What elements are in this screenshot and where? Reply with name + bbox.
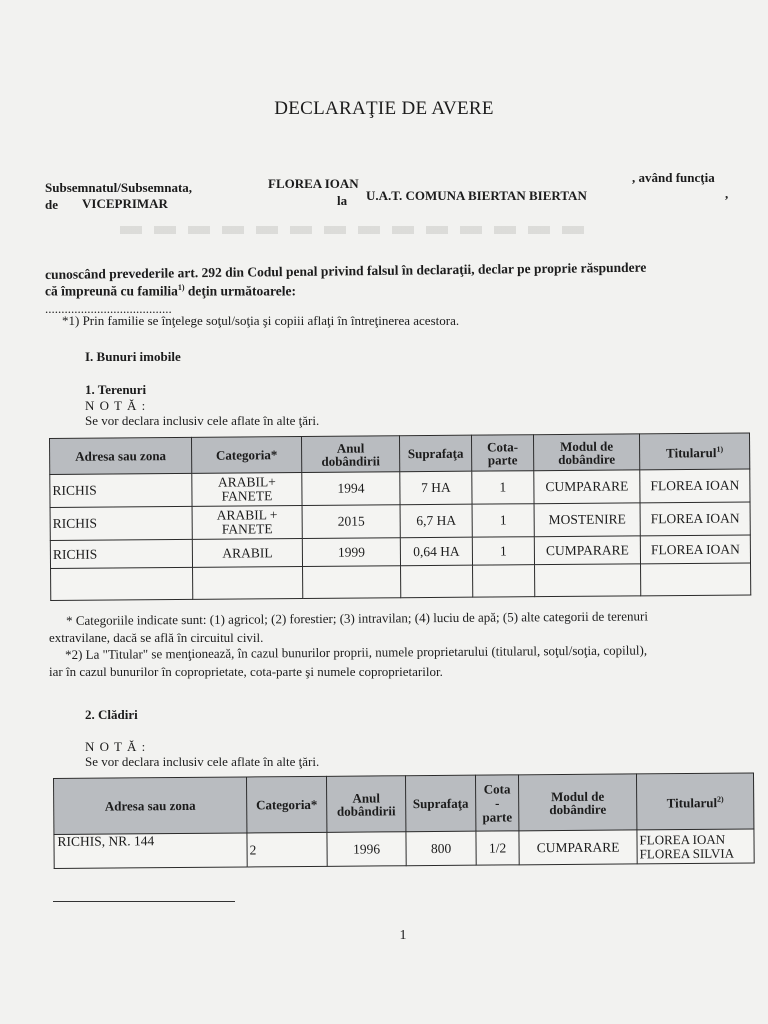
th-adresa: Adresa sau zona	[54, 777, 247, 835]
functia-label: , având funcţia	[632, 170, 715, 185]
cell-adresa: RICHIS	[50, 506, 192, 540]
th-titular-text: Titularul	[666, 795, 718, 811]
cell-anul: 1996	[327, 832, 406, 867]
cell-anul: 1994	[302, 472, 400, 506]
intro-line-1: cunoscând prevederile art. 292 din Codul penal privind falsul în declaraţii, declar pe proprie răspundere	[45, 259, 647, 282]
intro-line-2-sup: 1)	[177, 283, 185, 292]
header-comma: ,	[725, 186, 729, 201]
cell-titular	[637, 829, 754, 864]
th-anul-2: dobândirii	[336, 802, 396, 819]
th-titular	[636, 773, 753, 830]
cell-cota: 1	[472, 471, 534, 504]
dotted-line: .......................................	[45, 301, 172, 316]
cell-categoria-1: ARABIL+	[217, 474, 276, 490]
terenuri-table	[49, 432, 751, 601]
cladiri-heading: 2. Clădiri	[85, 707, 138, 722]
table-row-empty	[51, 563, 751, 600]
th-anul	[301, 436, 399, 473]
footnote-divider	[53, 901, 235, 902]
cell-suprafata: 6,7 HA	[400, 504, 472, 538]
cell-modul: CUMPARARE	[534, 470, 640, 504]
th-cota-1: Cota	[483, 780, 511, 797]
th-cota-2: parte	[487, 451, 518, 468]
terenuri-nota-label: N O T Ă :	[85, 398, 147, 413]
empty-cell	[193, 567, 303, 600]
th-titular-sup: 2)	[716, 795, 724, 805]
th-categoria: Categoria*	[246, 776, 326, 833]
th-cota-1: Cota-	[486, 438, 519, 455]
table-row	[50, 469, 750, 507]
cell-cota: 1/2	[476, 831, 519, 865]
th-cota-2: -	[494, 794, 500, 811]
th-adresa: Adresa sau zona	[50, 437, 192, 474]
th-categoria: Categoria*	[191, 437, 301, 474]
terenuri-header-row	[50, 433, 750, 474]
cell-titular-1: FLOREA IOAN	[639, 831, 726, 847]
th-modul	[518, 774, 636, 831]
empty-cell	[51, 567, 193, 600]
terenuri-nota-text: Se vor declara inclusiv cele aflate în alte ţări.	[85, 413, 320, 428]
cell-categoria-2: FANETE	[221, 521, 273, 537]
cell-categoria	[192, 539, 302, 568]
table-row	[54, 829, 754, 868]
terenuri-heading: 1. Terenuri	[85, 382, 147, 397]
th-modul-2: dobândire	[549, 801, 607, 817]
cladiri-table	[53, 772, 755, 869]
th-modul-1: Modul de	[559, 438, 614, 454]
th-titular-sup: 1)	[716, 445, 724, 455]
empty-cell	[303, 566, 401, 599]
declarant-name: FLOREA IOAN	[268, 176, 359, 191]
cell-titular: FLOREA IOAN	[640, 469, 750, 503]
th-modul-2: dobândire	[558, 451, 616, 467]
th-titular	[639, 433, 749, 470]
empty-cell	[641, 563, 751, 596]
cell-titular-2: FLOREA SILVIA	[639, 845, 735, 861]
cell-suprafata: 7 HA	[400, 471, 472, 505]
intro-line-2	[45, 283, 296, 300]
empty-cell	[535, 564, 641, 597]
th-modul-1: Modul de	[551, 788, 605, 804]
th-suprafata: Suprafaţa	[399, 435, 471, 472]
intro-line-2-text: că împreună cu familia	[45, 283, 178, 299]
note-categorii-2: extravilane, dacă se află în circuitul civil.	[49, 630, 264, 645]
cladiri-header-row	[54, 773, 754, 834]
cell-modul: MOSTENIRE	[534, 503, 640, 537]
cell-titular: FLOREA IOAN	[640, 502, 750, 536]
page-number: 1	[399, 928, 407, 943]
empty-cell	[473, 565, 535, 597]
th-suprafata: Suprafaţa	[405, 775, 475, 832]
family-note: *1) Prin familie se înţelege soţul/soţia şi copiii aflaţi în întreţinerea acestora.	[62, 313, 460, 328]
document-title: DECLARAŢIE DE AVERE	[274, 98, 494, 119]
cell-cota: 1	[472, 537, 534, 565]
de-label: de	[45, 197, 58, 212]
th-titular-text: Titularul	[666, 445, 717, 461]
cell-adresa: RICHIS	[50, 473, 192, 507]
cell-titular: FLOREA IOAN	[640, 535, 750, 564]
th-cota-3: parte	[482, 808, 513, 825]
note-titular-2: iar în cazul bunurilor în coproprietate, cota-parte şi numele coproprietarilor.	[49, 664, 443, 679]
cell-categoria	[192, 506, 302, 540]
cell-cota: 1	[472, 504, 534, 537]
cell-categoria-1: ARABIL	[222, 544, 273, 561]
cell-modul: CUMPARARE	[534, 536, 640, 565]
th-anul	[326, 776, 405, 833]
cell-categoria-1: ARABIL +	[216, 507, 278, 523]
la-label: la	[337, 193, 348, 208]
cell-categoria: 2	[247, 832, 327, 867]
cladiri-nota-label: N O T Ă :	[85, 739, 147, 754]
cladiri-nota-text: Se vor declara inclusiv cele aflate în alte ţări.	[85, 754, 320, 769]
cell-modul: CUMPARARE	[519, 830, 637, 865]
cell-suprafata: 800	[406, 831, 476, 866]
institutie-value: U.A.T. COMUNA BIERTAN BIERTAN	[366, 188, 587, 203]
cell-categoria	[192, 473, 302, 507]
section-bunuri-imobile: I. Bunuri imobile	[85, 349, 181, 364]
cell-adresa: RICHIS	[50, 539, 192, 568]
cell-adresa: RICHIS, NR. 144	[54, 833, 247, 869]
th-cota	[475, 775, 518, 831]
empty-cell	[401, 565, 473, 598]
th-cota	[471, 435, 533, 471]
subsemnatul-label: Subsemnatul/Subsemnata,	[45, 180, 193, 195]
cell-suprafata: 0,64 HA	[400, 537, 472, 566]
th-anul-1: Anul	[336, 440, 365, 456]
cell-anul: 2015	[302, 505, 400, 539]
note-titular-1: *2) La "Titular" se menţionează, în cazul bunurilor proprii, numele proprietarului (titularul, soţul/soţia, copilul),	[65, 642, 648, 662]
th-anul-1: Anul	[352, 789, 380, 806]
note-categorii-1: * Categoriile indicate sunt: (1) agricol; (2) forestier; (3) intravilan; (4) luciu de apă; (5) alte categorii de terenuri	[66, 608, 648, 628]
cell-categoria-2: FANETE	[221, 488, 273, 504]
th-modul	[533, 434, 639, 471]
functie-value: VICEPRIMAR	[82, 196, 168, 211]
scan-artifact	[120, 226, 590, 234]
table-row	[50, 502, 750, 540]
cell-anul: 1999	[302, 538, 400, 567]
th-anul-2: dobândirii	[321, 452, 381, 469]
intro-line-2-end: deţin următoarele:	[184, 283, 297, 299]
